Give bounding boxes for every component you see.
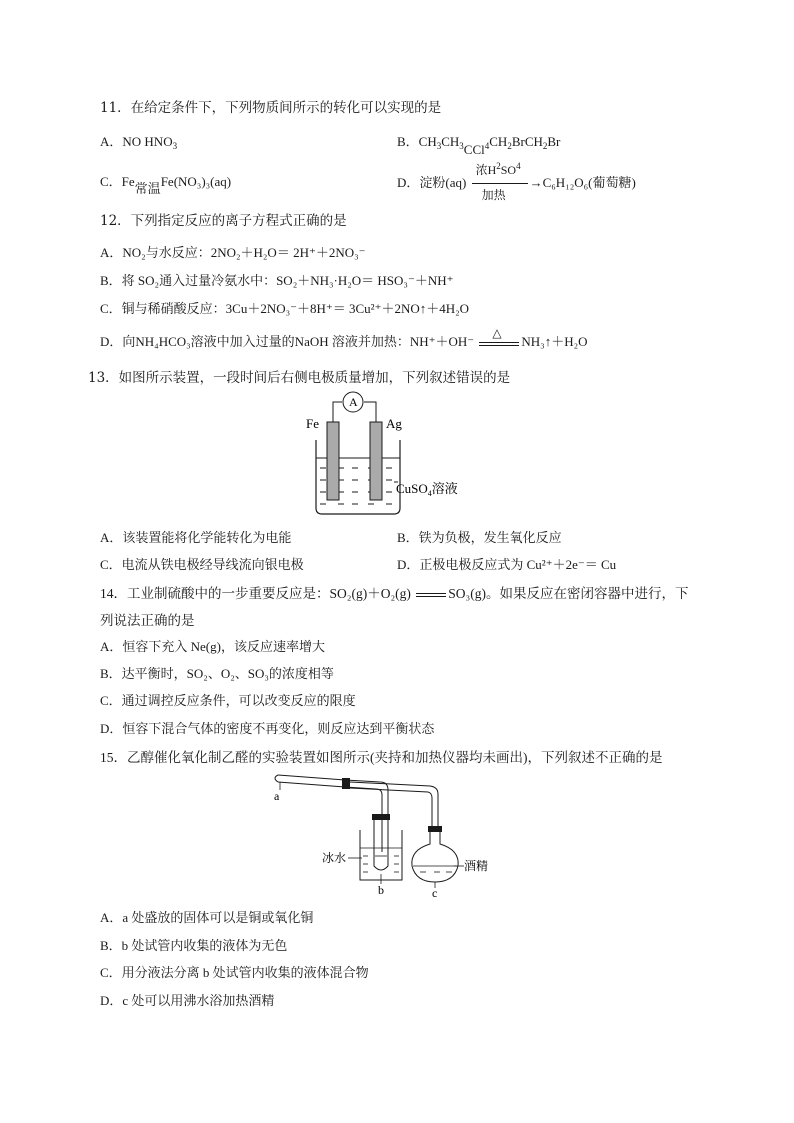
fe-label: Fe [306, 416, 319, 431]
q15-option-d: D．c 处可以用沸水浴加热酒精 [100, 993, 275, 1008]
label-a: a [274, 789, 280, 803]
q12-option-a: A．NO₂与水反应：2NO₂＋H₂O＝ 2H⁺＋2NO₃⁻ [100, 245, 366, 260]
cuso4-label: CuSO$_4$溶液 [396, 481, 458, 498]
ag-electrode [370, 422, 382, 500]
q14-option-a: A．恒容下充入 Ne(g)，该反应速率增大 [100, 639, 325, 654]
q15-stem: 15．乙醇催化氧化制乙醛的实验装置如图所示(夹持和加热仪器均未画出)，下列叙述不正确的是 [100, 750, 663, 765]
q14-option-b: B．达平衡时，SO₂、O₂、SO₃的浓度相等 [100, 666, 334, 681]
q11-option-a: A．NO $HNO_3$ [100, 134, 178, 151]
q15-option-a: A．a 处盛放的固体可以是铜或氧化铜 [100, 910, 314, 925]
q13-option-a: A．该装置能将化学能转化为电能 [100, 530, 292, 545]
q13-option-c: C．电流从铁电极经导线流向银电极 [100, 557, 304, 572]
q11-option-b: B．$CH_3CH_3CCl^4CH_2BrCH_2Br$ [397, 134, 561, 157]
ag-label: Ag [386, 416, 402, 431]
q11-option-c: C．Fe常温Fe(NO₃)₃(aq) [100, 174, 232, 196]
q15-option-c: C．用分液法分离 b 处试管内收集的液体混合物 [100, 965, 369, 980]
label-b: b [378, 883, 384, 897]
label-c: c [432, 886, 438, 900]
q13-option-b: B．铁为负极，发生氧化反应 [397, 530, 562, 545]
collection-test-tube [374, 818, 388, 870]
q14-stem-line1: 14．工业制硫酸中的一步重要反应是：SO₂(g)＋O₂(g) SO₃(g)。如果反应在密闭容器中进行，下 [100, 586, 689, 601]
q13-stem: 13．如图所示装置，一段时间后右侧电极质量增加，下列叙述错误的是 [88, 370, 511, 386]
equilibrium-arrow-icon [414, 589, 448, 601]
q11-stem: 11．在给定条件下，下列物质间所示的转化可以实现的是 [100, 100, 442, 116]
q15-apparatus-figure [270, 770, 490, 900]
q11-option-d: D．淀粉(aq) 浓$H^2SO^4$ 加热 →C₆H₁₂O₆(葡萄糖) [397, 161, 636, 203]
q12-option-d: D．向NH₄HCO₃溶液中加入过量的NaOH 溶液并加热：NH⁺＋OH⁻ △ NH₃↑＋H₂O [100, 326, 588, 349]
fe-electrode [327, 422, 339, 500]
q14-stem-line2: 列说法正确的是 [100, 613, 195, 629]
alcohol-label: 酒精 [464, 859, 489, 873]
q13-galvanic-cell-figure [298, 390, 488, 520]
q12-stem: 12．下列指定反应的离子方程式正确的是 [100, 213, 347, 229]
q13-option-d: D．正极电极反应式为 Cu²⁺＋2e⁻＝ Cu [397, 557, 617, 572]
q15-option-b: B．b 处试管内收集的液体为无色 [100, 938, 288, 953]
ice-water-label: 冰水 [322, 851, 347, 865]
ice-water-beaker [360, 830, 402, 880]
q14-option-c: C．通过调控反应条件，可以改变反应的限度 [100, 693, 356, 708]
q14-option-d: D．恒容下混合气体的密度不再变化，则反应达到平衡状态 [100, 721, 435, 736]
q12-option-c: C．铜与稀硝酸反应：3Cu＋2NO₃⁻＋8H⁺＝ 3Cu²⁺＋2NO↑＋4H₂O [100, 301, 470, 316]
q12-option-b: B．将 SO₂通入过量冷氨水中：SO₂＋NH₃·H₂O＝ HSO₃⁻＋NH⁺ [100, 273, 454, 288]
ammeter-label: A [349, 395, 358, 409]
alcohol-flask [412, 832, 458, 882]
